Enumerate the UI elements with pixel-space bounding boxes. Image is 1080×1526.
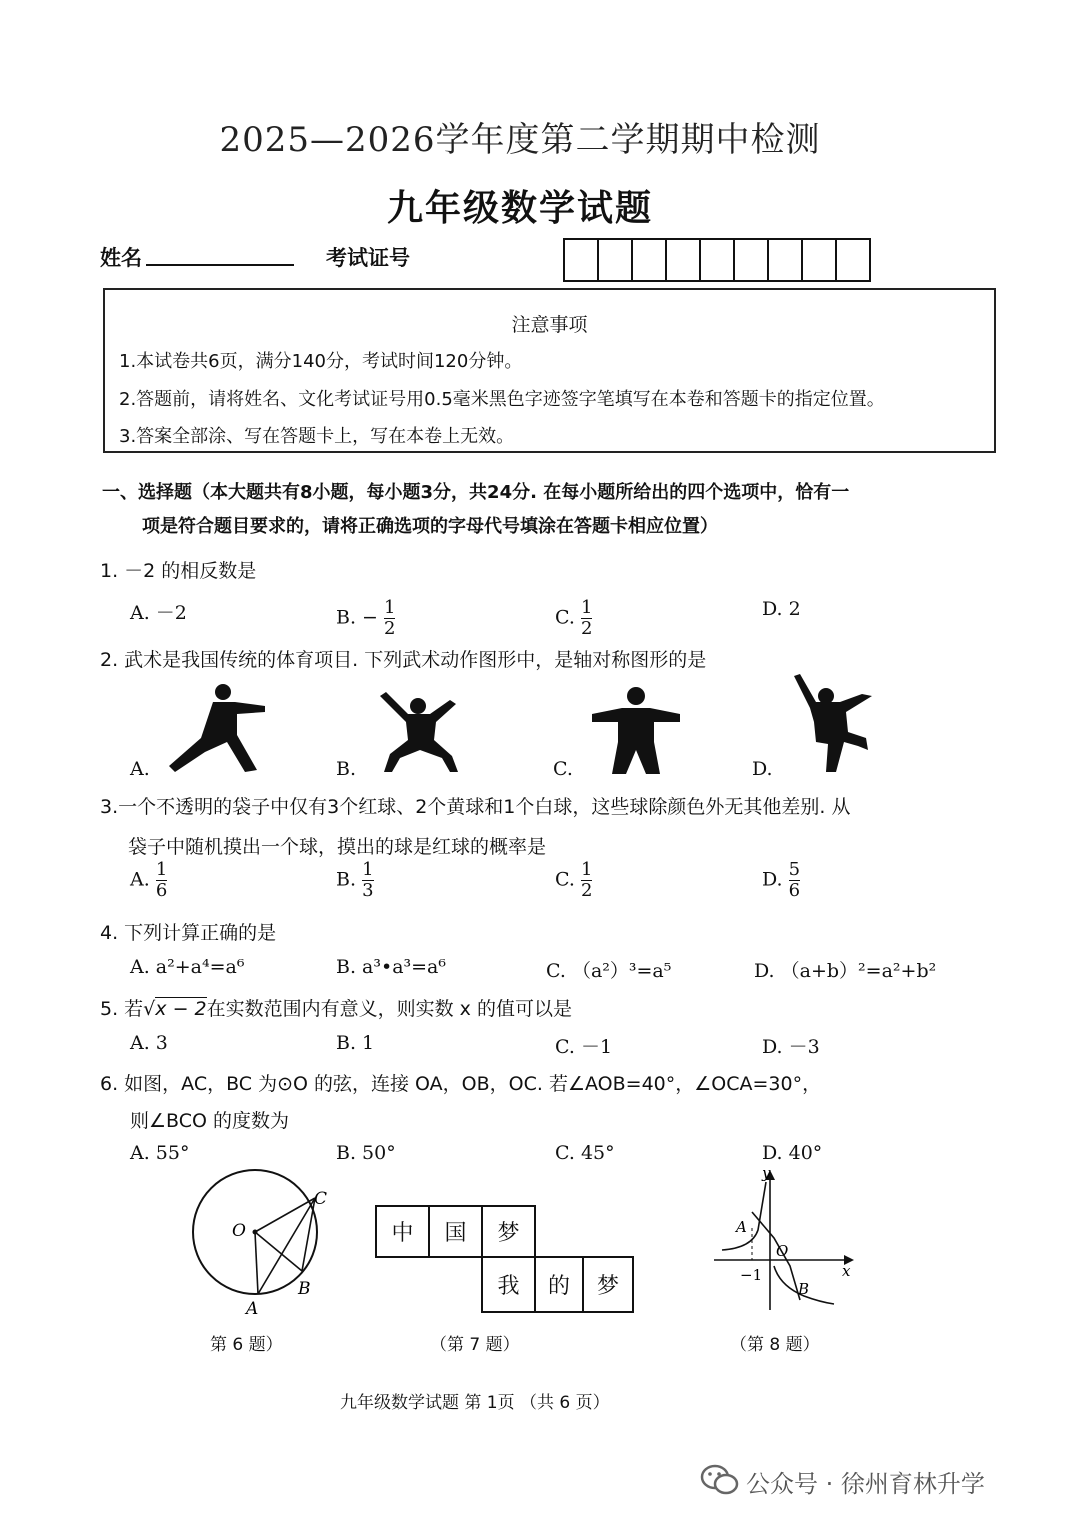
question-3-stem-cont: 袋子中随机摸出一个球，摸出的球是红球的概率是 [128, 836, 547, 858]
q6-option-a[interactable]: A. 55° [130, 1142, 190, 1164]
wushu-figure-b-icon [372, 686, 468, 776]
net-cell: 中 [375, 1205, 430, 1258]
question-6-stem: 6. 如图，AC，BC 为⊙O 的弦，连接 OA，OB，OC. 若∠AOB=40°，∠OCA=30°， [100, 1073, 822, 1095]
fraction: $\frac{1}{2}$ [580, 859, 593, 901]
notice-title: 注意事项 [511, 314, 588, 336]
q6-option-c[interactable]: C. 45° [555, 1142, 615, 1164]
tick-label: −1 [740, 1266, 763, 1284]
section-heading-cont: 项是符合题目要求的，请将正确选项的字母代号填涂在答题卡相应位置） [142, 516, 718, 537]
q2-option-a[interactable]: A. [130, 758, 150, 780]
q5-option-d[interactable]: D. －3 [762, 1036, 820, 1058]
q6-option-d[interactable]: D. 40° [762, 1142, 823, 1164]
q4-option-b[interactable]: B. a³•a³=a⁶ [336, 956, 447, 978]
exam-title: 2025—2026学年度第二学期期中检测 [219, 120, 821, 160]
question-3-stem: 3.一个不透明的袋子中仅有3个红球、2个黄球和1个白球，这些球除颜色外无其他差别. 从 [100, 796, 851, 818]
q6-option-b[interactable]: B. 50° [336, 1142, 396, 1164]
q1-option-c[interactable] [555, 598, 592, 639]
fraction: $\frac{1}{2}$ [580, 597, 593, 639]
fraction: $\frac{1}{2}$ [384, 597, 396, 639]
q5-option-c[interactable]: C. －1 [555, 1036, 613, 1058]
label-c: C [314, 1189, 328, 1209]
q2-option-c[interactable]: C. [553, 758, 573, 780]
net-cell: 国 [428, 1205, 483, 1258]
figure-8-caption: （第 8 题） [730, 1335, 820, 1355]
notice-box [103, 288, 996, 453]
fraction: $\frac{1}{3}$ [362, 859, 374, 901]
q4-option-d[interactable]: D. （a+b）²=a²+b² [754, 960, 937, 982]
question-2-stem: 2. 武术是我国传统的体育项目. 下列武术动作图形中，是轴对称图形的是 [100, 649, 707, 671]
wushu-figure-a-icon [165, 680, 270, 775]
figure-6-caption: 第 6 题） [210, 1335, 283, 1355]
q2-option-b[interactable]: B. [336, 758, 357, 780]
q2-option-d[interactable]: D. [752, 758, 773, 780]
label-a: A [246, 1299, 259, 1319]
name-label: 姓名 [100, 246, 142, 270]
axis-y-label: y [762, 1168, 771, 1182]
exam-subtitle: 九年级数学试题 [386, 187, 653, 229]
id-number-boxes[interactable] [563, 238, 871, 282]
q4-option-c[interactable]: C. （a²）³=a⁵ [546, 960, 672, 982]
net-cell: 的 [534, 1256, 584, 1313]
q1-option-c-label: C. [555, 606, 575, 629]
question-1-stem: 1. －2 的相反数是 [100, 560, 257, 582]
label-b: B [298, 1279, 311, 1299]
point-a-label: A [736, 1218, 747, 1236]
net-cell: 我 [481, 1256, 536, 1313]
notice-item: 2.答题前，请将姓名、文化考试证号用0.5毫米黑色字迹签字笔填写在本卷和答题卡的指定位置。 [119, 389, 885, 410]
fraction: $\frac{1}{6}$ [155, 859, 168, 901]
point-b-label: B [798, 1280, 810, 1298]
question-4-stem: 4. 下列计算正确的是 [100, 922, 277, 944]
figure-8-graph [708, 1168, 858, 1316]
question-5-stem: 5. 若√x − 2在实数范围内有意义，则实数 x 的值可以是 [100, 998, 572, 1020]
sqrt-radical-icon: √ [143, 998, 156, 1020]
q1-option-b[interactable] [336, 598, 395, 639]
q5-option-a[interactable]: A. 3 [130, 1032, 168, 1054]
q5-option-b[interactable]: B. 1 [336, 1032, 375, 1054]
q3-option-c[interactable]: C. $\frac{1}{2}$ [555, 859, 593, 901]
name-field[interactable] [146, 264, 294, 266]
fraction: $\frac{5}{6}$ [788, 859, 801, 901]
wushu-figure-c-icon [588, 684, 684, 776]
origin-label: O [776, 1242, 789, 1260]
net-cell: 梦 [582, 1256, 634, 1313]
figure-7-caption: （第 7 题） [430, 1335, 520, 1355]
label-o: O [232, 1221, 246, 1241]
question-6-stem-cont: 则∠BCO 的度数为 [130, 1110, 289, 1132]
q1-option-b-label: B. − [336, 606, 378, 629]
wechat-icon [700, 1462, 740, 1498]
notice-item: 1.本试卷共6页，满分140分，考试时间120分钟。 [119, 351, 523, 372]
q3-option-d[interactable]: D. $\frac{5}{6}$ [762, 859, 801, 901]
q3-option-a[interactable]: A. $\frac{1}{6}$ [130, 859, 168, 901]
id-label: 考试证号 [326, 246, 410, 270]
notice-item: 3.答案全部涂、写在答题卡上，写在本卷上无效。 [119, 426, 515, 447]
net-cell: 梦 [481, 1205, 536, 1258]
radicand: x − 2 [155, 998, 207, 1020]
section-heading: 一、选择题（本大题共有8小题，每小题3分，共24分. 在每小题所给出的四个选项中，恰有一 [102, 482, 850, 503]
watermark-text: 公众号 · 徐州育林升学 [746, 1470, 985, 1498]
axis-x-label: x [842, 1262, 851, 1280]
q1-option-a[interactable]: A. －2 [130, 602, 187, 624]
q4-option-a[interactable]: A. a²+a⁴=a⁶ [130, 956, 245, 978]
figure-6-circle-diagram [180, 1168, 340, 1320]
wushu-figure-d-icon [788, 672, 880, 774]
q3-option-b[interactable]: B. $\frac{1}{3}$ [336, 859, 374, 901]
q1-option-d[interactable]: D. 2 [762, 598, 801, 620]
page-footer: 九年级数学试题 第 1页 （共 6 页） [340, 1393, 610, 1413]
